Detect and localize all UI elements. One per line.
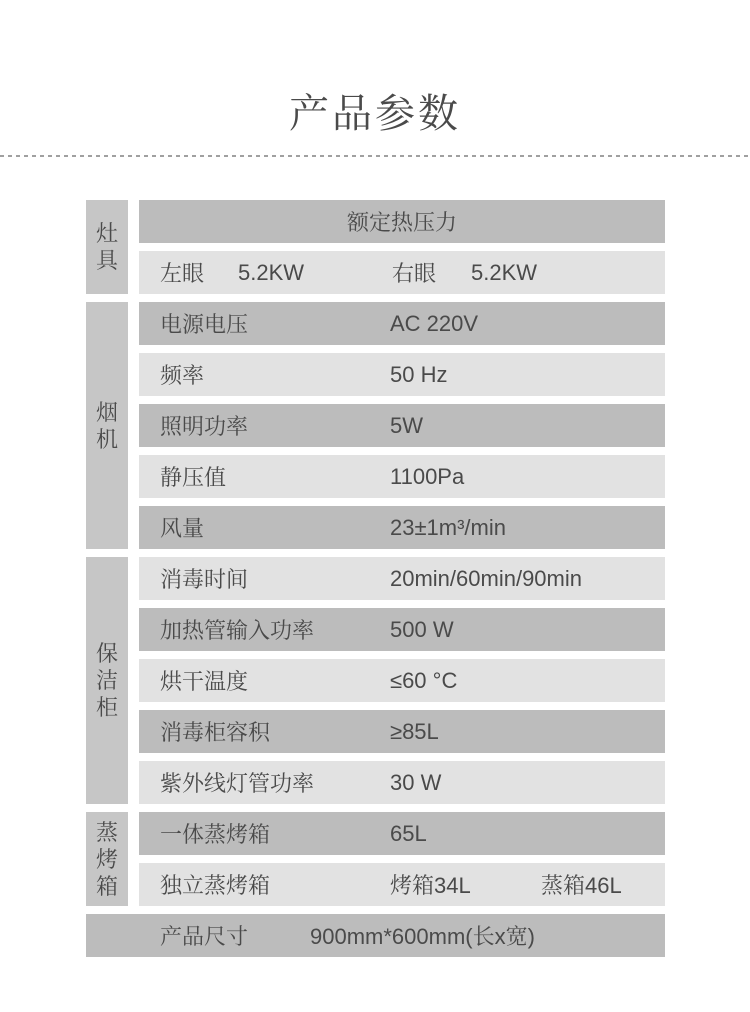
category-cell-hood [86, 302, 128, 549]
spec-row [139, 455, 665, 498]
category-label: 烟机 [95, 399, 118, 452]
section-cleaning-cabinet [86, 557, 665, 804]
category-label: 保洁柜 [95, 641, 118, 720]
spec-value: 500 W [390, 616, 454, 642]
spec-label: 左眼 [160, 261, 205, 286]
section-rows [139, 302, 665, 549]
section-rows [139, 557, 665, 804]
section-steam-oven [86, 812, 665, 906]
spec-row [139, 659, 665, 702]
spec-value: 1100Pa [390, 463, 465, 489]
spec-row [139, 353, 665, 396]
spec-row [139, 200, 665, 243]
product-size-row [86, 914, 665, 957]
spec-row [139, 302, 665, 345]
spec-table [86, 200, 665, 957]
spec-label: 产品尺寸 [160, 924, 249, 949]
spec-label: 消毒柜容积 [160, 720, 271, 745]
spec-label: 右眼 [392, 261, 437, 286]
section-rows [139, 812, 665, 906]
spec-value: 20min/60min/90min [390, 565, 582, 591]
spec-row [139, 710, 665, 753]
spec-label: 照明功率 [160, 414, 249, 439]
spec-row [139, 608, 665, 651]
spec-value: AC 220V [390, 310, 479, 336]
spec-label: 消毒时间 [160, 567, 249, 592]
category-cell-steam-oven [86, 812, 128, 906]
spec-row [139, 506, 665, 549]
category-cell-stove [86, 200, 128, 294]
spec-label: 频率 [160, 363, 205, 388]
spec-value: 5.2KW [471, 259, 538, 285]
spec-label: 加热管输入功率 [160, 618, 315, 643]
spec-row [139, 251, 665, 294]
spec-label: 电源电压 [160, 312, 249, 337]
category-label: 灶具 [95, 221, 118, 273]
spec-value: ≥85L [390, 718, 439, 744]
category-label: 蒸烤箱 [95, 819, 118, 899]
spec-label: 静压值 [160, 465, 227, 490]
spec-value: 30 W [390, 769, 442, 795]
spec-row [139, 761, 665, 804]
spec-label: 紫外线灯管功率 [160, 771, 315, 796]
dotted-divider [0, 155, 750, 157]
spec-label: 一体蒸烤箱 [160, 822, 271, 847]
section-hood [86, 302, 665, 549]
section-rows [139, 200, 665, 294]
spec-value: 蒸箱46L [541, 873, 622, 898]
spec-value: 900mm*600mm(长x宽) [310, 924, 535, 949]
spec-row [139, 404, 665, 447]
page-title: 产品参数 [289, 92, 461, 136]
spec-value: 50 Hz [390, 361, 448, 387]
spec-label: 烘干温度 [160, 669, 249, 694]
spec-value: ≤60 °C [390, 667, 458, 693]
spec-value: 23±1m³/min [390, 514, 506, 540]
spec-label: 独立蒸烤箱 [160, 873, 271, 898]
spec-value: 5.2KW [238, 259, 305, 285]
spec-value: 烤箱34L [390, 873, 471, 898]
spec-row [139, 863, 665, 906]
spec-row [139, 812, 665, 855]
section-stove [86, 200, 665, 294]
spec-value: 5W [390, 412, 423, 438]
spec-value: 65L [390, 820, 427, 846]
spec-header-text: 额定热压力 [346, 210, 457, 235]
category-cell-cleaning-cabinet [86, 557, 128, 804]
spec-row [139, 557, 665, 600]
spec-label: 风量 [160, 516, 205, 541]
